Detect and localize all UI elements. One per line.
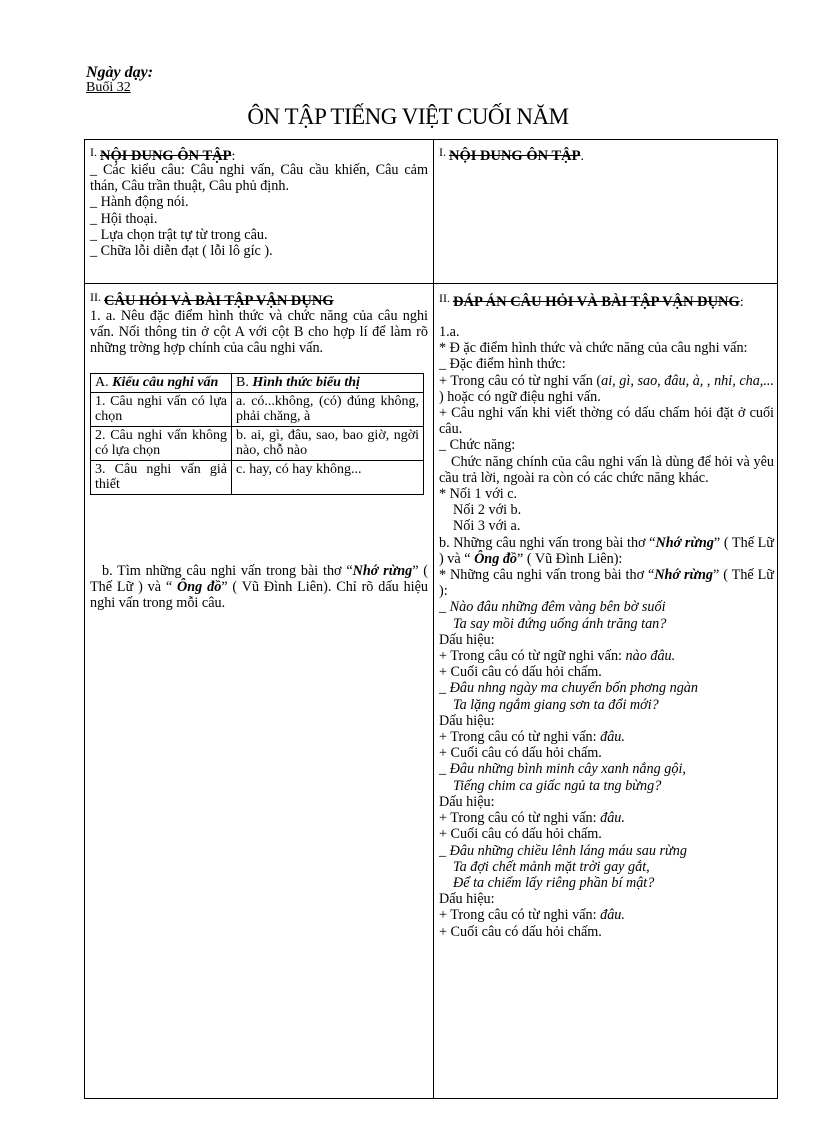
logic-error-item: _ Chữa lỗi diễn đạt ( lỗi lô gíc ). [90,243,273,260]
teaching-date-label: Ngày dạy: [86,64,154,81]
sign-item: + Trong câu có từ ngữ nghi vấn: nào đâu. [439,648,676,665]
sign-item: + Cuối câu có dấu hỏi chấm. [439,745,602,762]
table-row [91,392,424,426]
form-feature-1: + Trong câu có từ nghi vấn (ai, gì, sao, đâu, à, , nhỉ, cha,... ) hoặc có ngữ điệu nghi vấn. [439,372,774,405]
function-label: _ Chức năng: [439,437,516,454]
sign-item: + Trong câu có từ nghi vấn: đâu. [439,907,625,924]
table-cell: 2. Câu nghi vấn không có lựa chọn [91,426,232,460]
sign-label: Dấu hiệu: [439,631,495,648]
speech-act-item: _ Hành động nói. [90,194,189,211]
match-2: Nối 2 với b. [453,502,522,519]
question-types-table [90,373,424,495]
left-section-2-heading: II. CÂU HỎI VÀ BÀI TẬP VẬN DỤNG [90,290,334,309]
word-order-item: _ Lựa chọn trật tự từ trong câu. [90,226,268,243]
verse-2-line-2: Ta lặng ngắm giang sơn ta đổi mới? [453,696,659,713]
features-heading: * Đ ặc điểm hình thức và chức năng của câu nghi vấn: [439,340,748,357]
verse-2-line-1: _ Đâu nhng ngày ma chuyển bốn phơng ngàn [439,680,698,697]
answer-1a-label: 1.a. [439,324,460,340]
session-label: Buổi 32 [86,80,131,95]
right-section-2-heading: II. ĐÁP ÁN CÂU HỎI VÀ BÀI TẬP VẬN DỤNG: [439,291,744,310]
table-row [91,426,424,460]
left-section-1-content [90,162,428,259]
verse-4-line-2: Ta đợi chết mảnh mặt trời gay gắt, [453,858,650,875]
sign-item: + Cuối câu có dấu hỏi chấm. [439,826,602,843]
row-divider [84,283,778,284]
sign-item: + Cuối câu có dấu hỏi chấm. [439,923,602,940]
verse-1-line-1: _ Nào đâu những đêm vàng bên bờ suối [439,599,666,616]
right-section-1-heading: I. NỘI DUNG ÔN TẬP. [439,145,584,164]
match-1: * Nối 1 với c. [439,486,518,503]
verse-3-line-2: Tiếng chim ca giấc ngủ ta tng bừng? [453,777,662,794]
table-row [91,460,424,494]
sentence-types-item: _ Các kiểu câu: Câu nghi vấn, Câu cầu khiến, Câu cảm thán, Câu trần thuật, Câu phủ định. [90,162,428,195]
nho-rung-intro: * Những câu nghi vấn trong bài thơ “Nhớ rừng” ( Thế Lữ ): [439,567,774,600]
sign-item: + Cuối câu có dấu hỏi chấm. [439,664,602,681]
table-cell: a. có...không, (có) đúng không, phải chăng, à [232,392,424,426]
column-a-header: A. Kiểu câu nghi vấn [91,374,232,393]
table-header-row [91,374,424,393]
sign-label: Dấu hiệu: [439,793,495,810]
column-b-header: B. Hình thức biểu thị [232,374,424,393]
page-title: ÔN TẬP TIẾNG VIỆT CUỐI NĂM [247,104,569,129]
form-features-label: _ Đặc điểm hình thức: [439,356,566,373]
right-answers [439,324,774,940]
form-feature-2: + Câu nghi vấn khi viết thờng có dấu chấm hỏi đặt ở cuối câu. [439,405,774,438]
sign-label: Dấu hiệu: [439,891,495,908]
answer-1b-intro: b. Những câu nghi vấn trong bài thơ “Nhớ rừng” ( Thế Lữ ) và “ Ông đồ” ( Vũ Đình Liên): [439,534,774,567]
sign-item: + Trong câu có từ nghi vấn: đâu. [439,729,625,746]
table-cell: 1. Câu nghi vấn có lựa chọn [91,392,232,426]
match-3: Nối 3 với a. [453,518,521,535]
question-1b: b. Tìm những câu nghi vấn trong bài thơ “Nhớ rừng” ( Thế Lữ ) và “ Ông đồ” ( Vũ Đình Liên). Chỉ rõ dấu hiệu nghi vấn trong mỗi câu. [90,563,428,612]
verse-3-line-1: _ Đâu những bình minh cây xanh nắng gội, [439,761,686,778]
table-cell: c. hay, có hay không... [232,460,424,494]
table-cell: b. ai, gì, đâu, sao, bao giờ, ngời nào, chỗ nào [232,426,424,460]
verse-4-line-3: Để ta chiếm lấy riêng phần bí mật? [453,874,655,891]
verse-4-line-1: _ Đâu những chiều lênh láng máu sau rừng [439,842,687,859]
sign-label: Dấu hiệu: [439,712,495,729]
left-section-1-heading: I. NỘI DUNG ÔN TẬP: [90,145,236,164]
question-1a: 1. a. Nêu đặc điểm hình thức và chức năng của câu nghi vấn. Nối thông tin ở cột A với cột B cho hợp lí để làm rõ những trờng hợp chính của câu nghi vấn. [90,308,428,357]
verse-1-line-2: Ta say mồi đứng uống ánh trăng tan? [453,615,667,632]
table-cell: 3. Câu nghi vấn giả thiết [91,460,232,494]
sign-item: + Trong câu có từ nghi vấn: đâu. [439,810,625,827]
dialogue-item: _ Hội thoại. [90,210,158,227]
function-text: Chức năng chính của câu nghi vấn là dùng để hỏi và yêu cầu trả lời, ngoài ra còn có các chức năng khác. [439,453,774,486]
